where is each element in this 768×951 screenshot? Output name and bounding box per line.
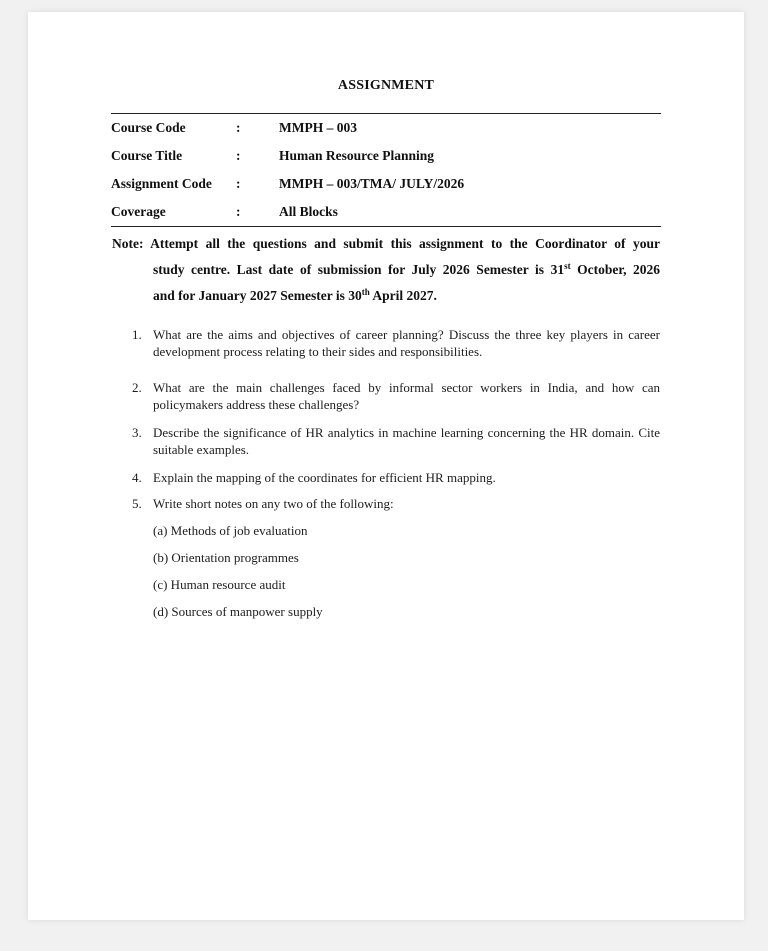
note-line-1: Note: Attempt all the questions and submit this assignment to the Coordinator of your bbox=[112, 236, 660, 251]
question-item bbox=[128, 424, 660, 458]
note-line-3-date: April 2027. bbox=[369, 288, 437, 303]
document-page bbox=[28, 12, 744, 920]
note-line-3-text: and for January 2027 Semester is 30 bbox=[153, 288, 362, 303]
question-text: Explain the mapping of the coordinates for efficient HR mapping. bbox=[153, 470, 496, 485]
question-number: 2. bbox=[132, 380, 142, 395]
question-item bbox=[128, 495, 660, 620]
question-number: 3. bbox=[132, 425, 142, 440]
question-item bbox=[128, 379, 660, 413]
assignment-code-value: MMPH – 003/TMA/ JULY/2026 bbox=[279, 176, 465, 192]
coverage-separator: : bbox=[236, 204, 241, 220]
note-line-2 bbox=[112, 257, 660, 283]
coverage-label: Coverage bbox=[111, 204, 166, 220]
course-code-value: MMPH – 003 bbox=[279, 120, 357, 136]
question-item bbox=[128, 469, 660, 486]
assignment-code-separator: : bbox=[236, 176, 241, 192]
submission-note bbox=[112, 231, 660, 309]
course-details-table bbox=[111, 113, 661, 227]
sub-question-list bbox=[153, 522, 660, 620]
course-title-value: Human Resource Planning bbox=[279, 148, 435, 164]
sub-question-item: (b) Orientation programmes bbox=[153, 550, 299, 565]
question-text: What are the main challenges faced by informal sector workers in India, and how can policymakers address these challenges? bbox=[153, 380, 660, 412]
question-item bbox=[128, 326, 660, 360]
assignment-code-label: Assignment Code bbox=[111, 176, 212, 192]
course-title-row bbox=[111, 142, 661, 170]
sub-question-item: (a) Methods of job evaluation bbox=[153, 523, 308, 538]
question-text: Describe the significance of HR analytics in machine learning concerning the HR domain. Cite suitable examples. bbox=[153, 425, 660, 457]
sub-question-item: (d) Sources of manpower supply bbox=[153, 604, 323, 619]
sub-question-item: (c) Human resource audit bbox=[153, 577, 286, 592]
question-text: Write short notes on any two of the following: bbox=[153, 496, 394, 511]
note-superscript-st: st bbox=[564, 261, 571, 271]
note-line-3 bbox=[112, 283, 660, 309]
question-list bbox=[128, 326, 660, 620]
assignment-code-row bbox=[111, 170, 661, 198]
course-code-row bbox=[111, 114, 661, 143]
question-text: What are the aims and objectives of career planning? Discuss the three key players in career development process relating to their sides and responsibilities. bbox=[153, 327, 660, 359]
question-number: 1. bbox=[132, 327, 142, 342]
note-line-2-date: October, 2026 bbox=[570, 262, 660, 277]
coverage-value: All Blocks bbox=[279, 204, 338, 220]
course-code-separator: : bbox=[236, 120, 241, 136]
question-number: 5. bbox=[132, 496, 142, 511]
note-line-2-text: study centre. Last date of submission for July 2026 Semester is 31 bbox=[153, 262, 565, 277]
coverage-row bbox=[111, 198, 661, 227]
note-superscript-th: th bbox=[361, 287, 370, 297]
course-title-label: Course Title bbox=[111, 148, 183, 164]
course-title-separator: : bbox=[236, 148, 241, 164]
question-number: 4. bbox=[132, 470, 142, 485]
course-code-label: Course Code bbox=[111, 120, 186, 136]
document-title: ASSIGNMENT bbox=[337, 78, 435, 93]
